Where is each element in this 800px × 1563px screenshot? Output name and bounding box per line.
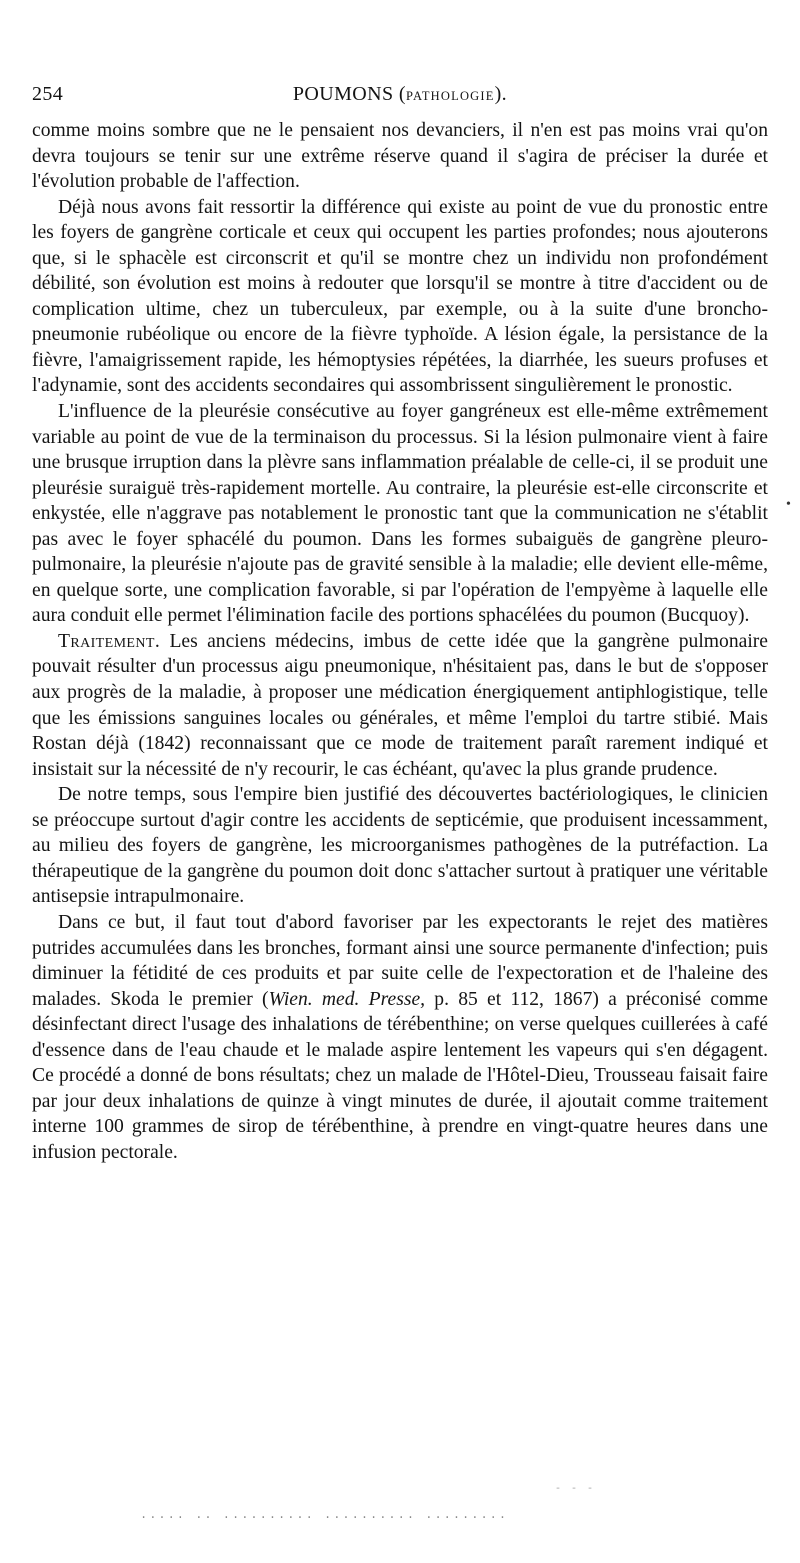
paragraph-inhalations: Dans ce but, il faut tout d'abord favoriser par les expectorants le rejet des matières putrides accumulées dans les bronches, formant ainsi une source permanente d'infection; puis diminuer la fétidité de ces produits et par suite celle de l'expectoration et de l'haleine des malades. Skoda le premier (Wien. med. Presse, p. 85 et 112, 1867) a préconisé comme désinfectant direct l'usage des inhalations de térébenthine; on verse quelques cuillerées à café d'essence dans de l'eau chaude et le malade aspire lentement les vapeurs qui s'en dégagent. Ce procédé a donné de bons résultats; chez un malade de l'Hôtel-Dieu, Trousseau faisait faire par jour deux inhalations de quinze à vingt minutes de durée, il ajoutait comme traitement interne 100 grammes de sirop de térébenthine, à prendre en vingt-quatre heures dans une infusion pectorale. [32, 911, 769, 1163]
paragraph-antisepsie: De notre temps, sous l'empire bien justifié des découvertes bactériologiques, le clinicien se préoccupe surtout d'agir contre les accidents de septicémie, que produisent incessamment, au milieu des foyers de gangrène, les microorganismes pathogènes de la putréfaction. La thérapeutique de la gangrène du poumon doit donc s'attacher surtout à pratiquer une véritable antisepsie intrapulmonaire. [32, 784, 768, 908]
page-number: 254 [32, 83, 64, 105]
paragraph-traitement: Traitement. Les anciens médecins, imbus de cette idée que la gangrène pulmonaire pouvait résulter d'un processus aigu pneumonique, n'hésitaient pas, dans le but de s'opposer aux progrès de la maladie, à proposer une médication énergiquement antiphlogistique, telle que les émissions sanguines locales ou générales, et même l'emploi du tartre stibié. Mais Rostan déjà (1842) reconnaissant que ce mode de traitement paraît rarement indiqué et insistait sur la nécessité de n'y recourir, le cas échéant, qu'avec la plus grande prudence. [32, 630, 768, 780]
running-title-main: POUMONS [292, 83, 394, 105]
paragraph-pleuresie: L'influence de la pleurésie consécutive au foyer gangréneux est elle-même extrêmement variable au point de vue de la terminaison du processus. Si la lésion pulmonaire vient à faire une brusque irruption dans la plèvre sans inflammation préalable de celle-ci, il se produit une pleurésie suraiguë très-rapidement mortelle. Au contraire, la pleurésie est-elle circonscrite et enkystée, elle n'aggrave pas notablement le pronostic tant que la communication ne s'établit pas avec le foyer sphacélé du poumon. Dans les formes subaiguës de gangrène pleuro-pulmonaire, la pleurésie n'ajoute pas de gravité sensible à la maladie; elle devient elle-même, en quelque sorte, une complication favorable, si par l'opération de l'empyème à laquelle elle aura conduit elle permet l'élimination facile des portions sphacélées du poumon (Bucquoy). [32, 401, 768, 627]
paragraph-continuation: comme moins sombre que ne le pensaient nos devanciers, il n'en est pas moins vrai qu'on devra toujours se tenir sur une extrême réserve quand il s'agira de préciser la durée et l'évolution probable de l'affection. [32, 120, 768, 193]
scan-noise-mark: - - - [555, 1484, 596, 1495]
margin-mark: • [786, 497, 791, 512]
paragraph-pronostic: Déjà nous avons fait ressortir la différence qui existe au point de vue du pronostic entre les foyers de gangrène corticale et ceux qui occupent les parties profondes; nous ajouterons que, si le sphacèle est circonscrit et qu'il se montre chez un individu non profondément débilité, son évolution est moins à redouter que lorsqu'il se montre à titre d'accident ou de complication ultime, chez un tuberculeux, par exemple, ou à la suite d'une broncho-pneumonie rubéolique ou encore de la fièvre typhoïde. A lésion égale, la persistance de la fièvre, l'amaigrissement rapide, les hémoptysies répétées, la diarrhée, les sueurs profuses et l'adynamie, sont des accidents secondaires qui assombrissent singulièrement le pronostic. [32, 196, 768, 397]
scan-noise-dashes: ..... .. .......... .......... ......... [140, 1508, 509, 1522]
running-title: POUMONS (PATHOLOGIE). [292, 83, 508, 105]
book-page [32, 80, 768, 1165]
running-title-subject: PATHOLOGIE [405, 89, 495, 103]
section-heading-traitement: Traitement. [58, 630, 161, 652]
citation-wien-med-presse: Wien. med. Presse, [268, 988, 426, 1010]
running-head [32, 80, 768, 118]
